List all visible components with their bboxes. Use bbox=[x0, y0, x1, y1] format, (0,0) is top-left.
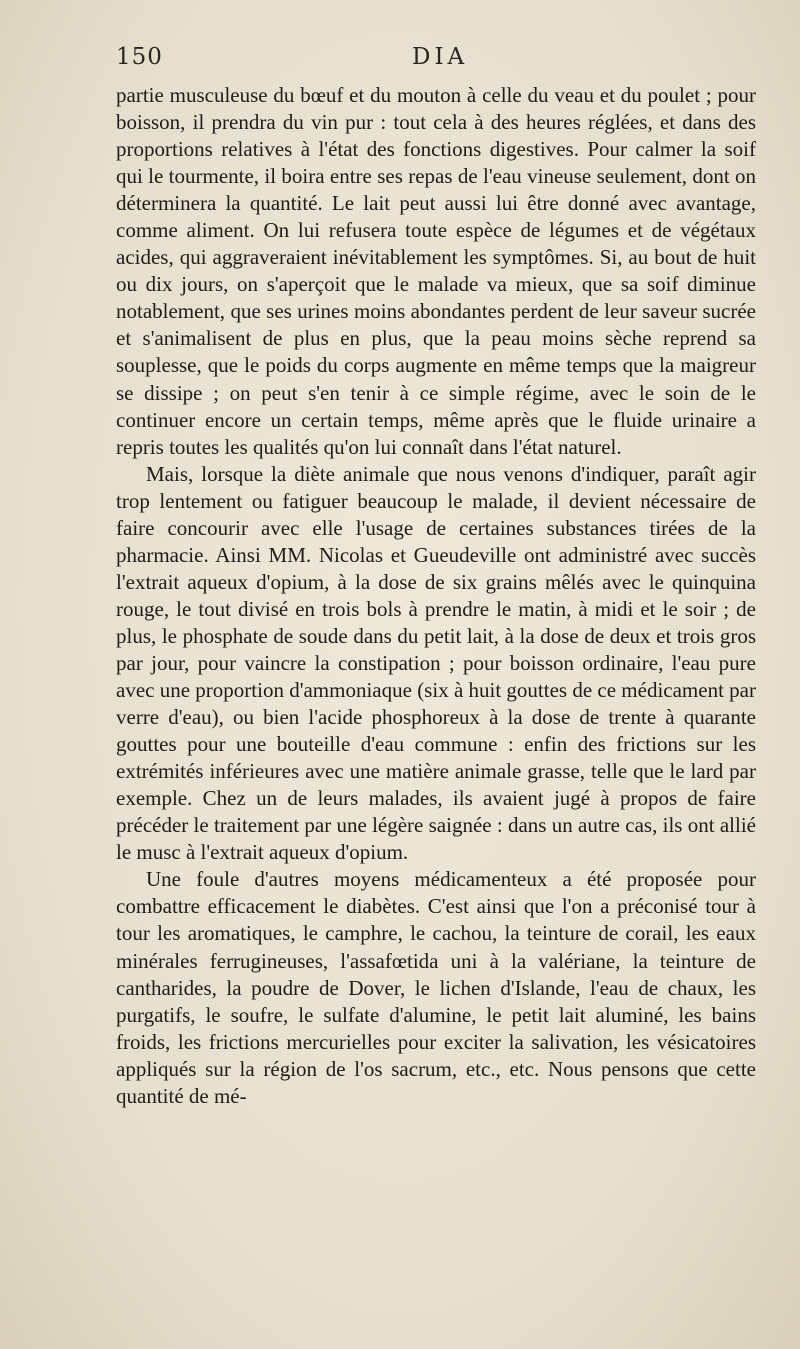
running-head: DIA bbox=[412, 44, 469, 70]
page-number: 150 bbox=[116, 44, 163, 70]
body-text bbox=[116, 82, 756, 1110]
paragraph-3: Une foule d'autres moyens médicamenteux a été proposée pour combattre efficacement le diabètes. C'est ainsi que l'on a préconisé tour à tour les aromatiques, le camphre, le cachou, la teinture de corail, les eaux minérales ferrugineuses, l'assafœtida uni à la valériane, la teinture de cantharides, la poudre de Dover, le lichen d'Islande, l'eau de chaux, les purgatifs, le soufre, le sulfate d'alumine, le petit lait aluminé, les bains froids, les frictions mercurielles pour exciter la salivation, les vésicatoires appliqués sur la région de l'os sacrum, etc., etc. Nous pensons que cette quantité de mé- bbox=[116, 867, 756, 1108]
paragraph-1: partie musculeuse du bœuf et du mouton à celle du veau et du poulet ; pour boisson, il prendra du vin pur : tout cela à des heures réglées, et dans des proportions relatives à l'état des fonctions digestives. Pour calmer la soif qui le tourmente, il boira entre ses repas de l'eau vineuse seulement, dont on déterminera la quantité. Le lait peut aussi lui être donné avec avantage, comme aliment. On lui refusera toute espèce de légumes et de végétaux acides, qui aggraveraient inévitablement les symptômes. Si, au bout de huit ou dix jours, on s'aperçoit que le malade va mieux, que sa soif diminue notablement, que ses urines moins abondantes perdent de leur saveur sucrée et s'animalisent de plus en plus, que la peau moins sèche reprend sa souplesse, que le poids du corps augmente en même temps que la maigreur se dissipe ; on peut s'en tenir à ce simple régime, avec le soin de le continuer encore un certain temps, même après que le fluide urinaire a repris toutes les qualités qu'on lui connaît dans l'état naturel. bbox=[116, 83, 756, 459]
page-header bbox=[116, 44, 756, 78]
paragraph-2: Mais, lorsque la diète animale que nous venons d'indiquer, paraît agir trop lentement ou fatiguer beaucoup le malade, il devient nécessaire de faire concourir avec elle l'usage de certaines substances tirées de la pharmacie. Ainsi MM. Nicolas et Gueudeville ont administré avec succès l'extrait aqueux d'opium, à la dose de six grains mêlés avec le quinquina rouge, le tout divisé en trois bols à prendre le matin, à midi et le soir ; de plus, le phosphate de soude dans du petit lait, à la dose de deux et trois gros par jour, pour vaincre la constipation ; pour boisson ordinaire, l'eau pure avec une proportion d'ammoniaque (six à huit gouttes de ce médicament par verre d'eau), ou bien l'acide phosphoreux à la dose de trente à quarante gouttes pour une bouteille d'eau commune : enfin des frictions sur les extrémités inférieures avec une matière animale grasse, telle que le lard par exemple. Chez un de leurs malades, ils avaient jugé à propos de faire précéder le traitement par une légère saignée : dans un autre cas, ils ont allié le musc à l'extrait aqueux d'opium. bbox=[116, 461, 756, 865]
